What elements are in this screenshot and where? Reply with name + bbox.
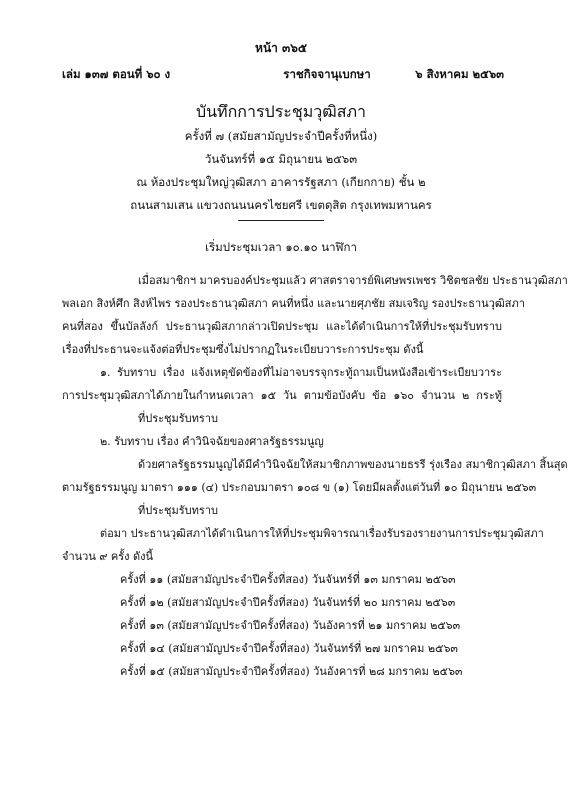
session-line: ครั้งที่ ๗ (สมัยสามัญประจำปีครั้งที่หนึ่ง)	[184, 129, 378, 143]
title-block	[0, 99, 562, 221]
item-1-line: ๑. รับทราบ เรื่อง แจ้งเหตุขัดข้องที่ไม่อาจบรรจุกระทู้ถามเป็นหนังสือเข้าระเบียบวาระ	[100, 366, 502, 379]
intro-line: เมื่อสมาชิกฯ มาครบองค์ประชุมแล้ว ศาสตราจารย์พิเศษพรเพชร วิชิตชลชัย ประธานวุฒิสภา	[138, 274, 568, 287]
item-1-resolution: ที่ประชุมรับทราบ	[138, 412, 218, 425]
paragraph-3-line: ต่อมา ประธานวุฒิสภาได้ดำเนินการให้ที่ประชุมพิจารณาเรื่องรับรองรายงานการประชุมวุฒิสภา	[100, 527, 544, 540]
volume-issue: เล่ม ๑๓๗ ตอนที่ ๖๐ ง	[62, 67, 171, 81]
report-list-item: ครั้งที่ ๑๕ (สมัยสามัญประจำปีครั้งที่สอง) วันอังคารที่ ๒๘ มกราคม ๒๕๖๓	[120, 665, 463, 678]
title-divider	[238, 220, 324, 221]
gazette-name: ราชกิจจานุเบกษา	[283, 67, 371, 81]
minutes-body	[62, 269, 568, 683]
gazette-date: ๖ สิงหาคม ๒๕๖๓	[415, 67, 504, 81]
page-number: หน้า ๓๖๕	[255, 41, 307, 55]
intro-line: พลเอก สิงห์ศึก สิงห์ไพร รองประธานวุฒิสภา คนที่หนึ่ง และนายศุภชัย สมเจริญ รองประธานวุฒิสภา	[62, 297, 525, 310]
item-2-line: ด้วยศาลรัฐธรรมนูญได้มีคำวินิจฉัยให้สมาชิกภาพของนายธรรี รุ่งเรือง สมาชิกวุฒิสภา สิ้นสุด	[138, 458, 568, 471]
meeting-date: วันจันทร์ที่ ๑๕ มิถุนายน ๒๕๖๓	[204, 152, 358, 166]
document-title: บันทึกการประชุมวุฒิสภา	[195, 102, 367, 121]
venue-line: ณ ห้องประชุมใหญ่วุฒิสภา อาคารรัฐสภา (เกียกกาย) ชั้น ๒	[136, 175, 426, 189]
gazette-header	[62, 66, 504, 84]
intro-line: คนที่สอง ขึ้นบัลลังก์ ประธานวุฒิสภากล่าวเปิดประชุม และได้ดำเนินการให้ที่ประชุมรับทราบ	[62, 320, 502, 333]
report-list-item: ครั้งที่ ๑๓ (สมัยสามัญประจำปีครั้งที่สอง) วันอังคารที่ ๒๑ มกราคม ๒๕๖๓	[120, 619, 461, 632]
start-time: เริ่มประชุมเวลา ๑๐.๑๐ นาฬิกา	[205, 240, 357, 254]
intro-line: เรื่องที่ประธานจะแจ้งต่อที่ประชุมซึ่งไม่ปรากฏในระเบียบวาระการประชุม ดังนี้	[62, 343, 424, 356]
report-list-item: ครั้งที่ ๑๔ (สมัยสามัญประจำปีครั้งที่สอง) วันจันทร์ที่ ๒๗ มกราคม ๒๕๖๓	[120, 642, 458, 655]
item-2-resolution: ที่ประชุมรับทราบ	[138, 504, 218, 517]
report-list-item: ครั้งที่ ๑๑ (สมัยสามัญประจำปีครั้งที่สอง) วันจันทร์ที่ ๑๓ มกราคม ๒๕๖๓	[120, 573, 456, 586]
address-line: ถนนสามเสน แขวงถนนนครไชยศรี เขตดุสิต กรุงเทพมหานคร	[130, 198, 432, 212]
item-1-line: การประชุมวุฒิสภาได้ภายในกำหนดเวลา ๑๕ วัน ตามข้อบังคับ ข้อ ๑๖๐ จำนวน ๒ กระทู้	[62, 389, 502, 402]
item-2-line: ตามรัฐธรรมนูญ มาตรา ๑๑๑ (๔) ประกอบมาตรา ๑๐๘ ข (๑) โดยมีผลตั้งแต่วันที่ ๑๐ มิถุนายน ๒๕๖๓	[62, 481, 537, 494]
report-list-item: ครั้งที่ ๑๒ (สมัยสามัญประจำปีครั้งที่สอง) วันจันทร์ที่ ๒๐ มกราคม ๒๕๖๓	[120, 596, 456, 609]
paragraph-3-line: จำนวน ๙ ครั้ง ดังนี้	[62, 550, 154, 563]
item-2-line: ๒. รับทราบ เรื่อง คำวินิจฉัยของศาลรัฐธรรมนูญ	[100, 435, 324, 448]
